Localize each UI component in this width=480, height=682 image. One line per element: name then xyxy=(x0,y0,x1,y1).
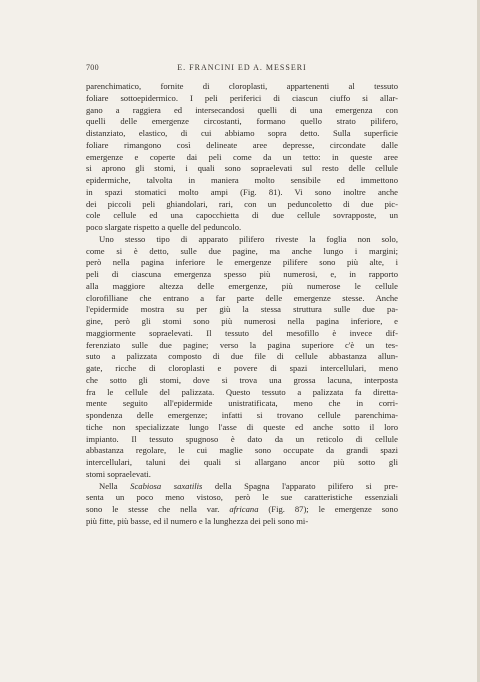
text-line: si aprono gli stomi, i quali sono sopraelevati sul resto delle cellule xyxy=(86,163,398,174)
text-line: abbastanza regolare, le cui maglie sono occupate da grandi spazi xyxy=(86,445,398,456)
text-line: emergenze e coperte dai peli come da un tetto: in queste aree xyxy=(86,151,398,162)
text-line: impianto. Il tessuto spugnoso è dato da un reticolo di cellule xyxy=(86,433,398,444)
text-line: però nella pagina inferiore le emergenze pilifere sono più alte, i xyxy=(86,257,398,268)
text-line: mente seguito all'epidermide unistratificata, meno che in corri- xyxy=(86,398,398,409)
paragraph xyxy=(86,481,398,528)
text-line: sono le stesse che nella var. africana (Fig. 87); le emergenze sono xyxy=(86,504,398,514)
text-line: stomi sopraelevati. xyxy=(86,468,151,479)
body-text xyxy=(86,81,398,528)
text-line: tiche non specializzate lungo l'asse di queste ed anche sotto il loro xyxy=(86,421,398,432)
text-line: suto a palizzata composto di due file di cellule abbastanza allun- xyxy=(86,351,398,362)
text-line: in spazi stomatici molto ampi (Fig. 81). Vi sono inoltre anche xyxy=(86,186,398,197)
text-line: spondenza delle emergenze; infatti si trovano cellule parenchima- xyxy=(86,410,398,420)
text-line: gine, però gli stomi sono più numerosi nella pagina inferiore, e xyxy=(86,316,398,326)
text-line: gano a raggiera ed intersecandosi quelli di una emergenza con xyxy=(86,104,398,115)
text-line: maggiormente sopraelevati. Il tessuto del mesofillo è invece dif- xyxy=(86,327,398,338)
text-line: fra le cellule del palizzata. Questo tessuto a palizzata fa diretta- xyxy=(86,386,398,397)
text-line: peli di ciascuna emergenza spesso più numerosi, e, in rapporto xyxy=(86,269,398,279)
text-line: foliare sottoepidermico. I peli periferici di ciascun ciuffo si allar- xyxy=(86,92,398,103)
paragraph xyxy=(86,234,398,481)
text-line: parenchimatico, fornite di cloroplasti, appartenenti al tessuto xyxy=(86,81,398,91)
running-head: E. FRANCINI ED A. MESSERI xyxy=(177,63,307,72)
paragraph xyxy=(86,81,398,234)
text-line: che sotto gli stomi, dove si trova una grossa lacuna, interposta xyxy=(86,374,398,385)
text-line: come si è detto, sulle due pagine, ma anche lungo i margini; xyxy=(86,245,398,256)
text-line: clorofilliane che entrano a far parte delle emergenze stesse. Anche xyxy=(86,292,398,303)
text-line: dei piccoli peli ghiandolari, rari, con un peduncoletto di due pic- xyxy=(86,198,398,209)
page-header xyxy=(86,63,398,77)
text-line: epidermiche, talvolta in maniera molto sensibile ed immettono xyxy=(86,175,398,185)
text-line: quelli delle emergenze circostanti, formano quello strato pilifero, xyxy=(86,116,398,127)
text-line: senta un poco meno vistoso, però le sue caratteristiche essenziali xyxy=(86,492,398,503)
text-line: ferenziato sulle due pagine; verso la pagina superiore c'è un tes- xyxy=(86,339,398,350)
text-line: più fitte, più basse, ed il numero e la lunghezza dei peli sono mi- xyxy=(86,515,309,526)
text-line: cole cellule ed una capocchietta di due cellule sovrapposte, un xyxy=(86,210,398,221)
text-line: foliare rimangono così delineate aree depresse, circondate dalle xyxy=(86,139,398,150)
page-number: 700 xyxy=(86,63,99,72)
text-line: Nella Scabiosa saxatilis della Spagna l'apparato pilifero si pre- xyxy=(99,480,398,491)
text-line: intercellulari, taluni dei quali si allargano ancor più sotto gli xyxy=(86,457,398,467)
text-line: alla maggiore altezza delle emergenze, più numerose le cellule xyxy=(86,280,398,291)
text-line: gate, ricche di cloroplasti e povere di spazi intercellulari, meno xyxy=(86,363,398,373)
text-line: Uno stesso tipo di apparato pilifero riveste la foglia non solo, xyxy=(99,233,398,244)
text-line: distanziato, elastico, di cui abbiamo sopra detto. Sulla superficie xyxy=(86,128,398,138)
text-line: l'epidermide mostra su per giù la stessa struttura sulle due pa- xyxy=(86,304,398,315)
text-line: poco slargate rispetto a quelle del peduncolo. xyxy=(86,222,242,232)
